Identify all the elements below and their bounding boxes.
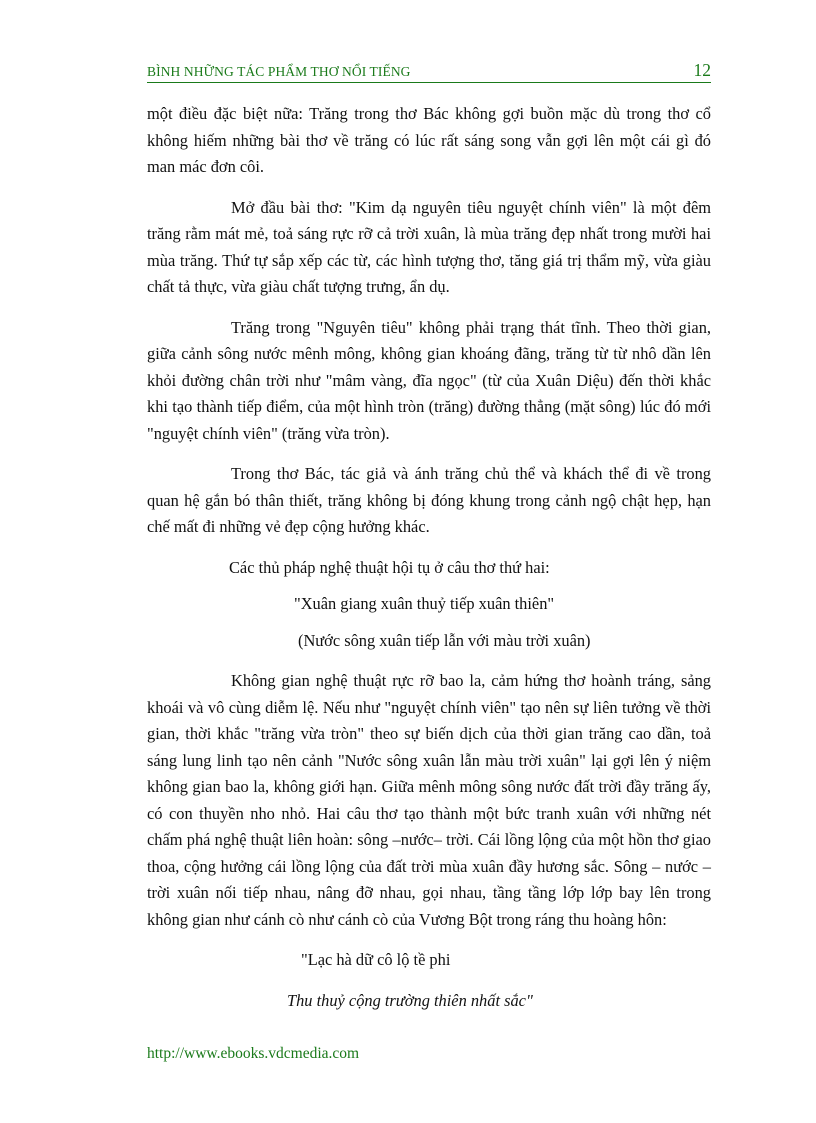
- paragraph-moon-motion: Trăng trong "Nguyên tiêu" không phải trạng thát tĩnh. Theo thời gian, giữa cảnh sông nước mênh mông, không gian khoáng đãng, trăng từ từ nhô dần lên khỏi đường chân trời như "mâm vàng, đĩa ngọc" (từ của Xuân Diệu) đến thời khắc khi tạo thành tiếp điểm, của một hình tròn (trăng) đường thẳng (mặt sông) lúc đó mới "nguyệt chính viên" (trăng vừa tròn).: [147, 317, 711, 443]
- verse-line-original: "Xuân giang xuân thuỷ tiếp xuân thiên": [294, 594, 555, 613]
- page-header: [147, 60, 711, 83]
- verse-quote-line-2: Thu thuỷ cộng trường thiên nhất sắc": [287, 990, 533, 1010]
- book-title: BÌNH NHỮNG TÁC PHẨM THƠ NỔI TIẾNG: [147, 64, 411, 79]
- footer-link[interactable]: http://www.ebooks.vdcmedia.com: [147, 1045, 360, 1062]
- verse-quote-line-1: "Lạc hà dữ cô lộ tề phi: [301, 950, 451, 969]
- paragraph-techniques-intro: Các thủ pháp nghệ thuật hội tụ ở câu thơ thứ hai:: [229, 557, 550, 577]
- paragraph-opening-verse: Mở đầu bài thơ: "Kim dạ nguyên tiêu nguyệt chính viên" là một đêm trăng rằm mát mẻ, toả sáng rực rỡ cả trời xuân, là mùa trăng đẹp nhất trong mười hai mùa trăng. Thứ tự sắp xếp các từ, các hình tượng thơ, tăng giá trị thẩm mỹ, vừa giàu chất tả thực, vừa giàu chất tượng trưng, ẩn dụ.: [147, 197, 711, 296]
- paragraph-continued: một điều đặc biệt nữa: Trăng trong thơ Bác không gợi buồn mặc dù trong thơ cổ không hiếm những bài thơ về trăng có lúc rất sáng song vẫn gợi lên một cái gì đó man mác đơn côi.: [147, 104, 711, 176]
- verse-line-translation: (Nước sông xuân tiếp lẫn với màu trời xuân): [298, 630, 591, 650]
- page-number: 12: [693, 60, 711, 80]
- page-body: [147, 101, 711, 1024]
- paragraph-artistic-space: Không gian nghệ thuật rực rỡ bao la, cảm hứng thơ hoành tráng, sảng khoái và vô cùng diễm lệ. Nếu như "nguyệt chính viên" tạo nên sự liên tưởng về thời gian, thời khắc "trăng vừa tròn" theo sự biến dịch của thời gian trăng cao dần, toả sáng lung linh tạo nên cảnh "Nước sông xuân lẫn màu trời xuân" lại gợi lên ý niệm không gian bao la, không giới hạn. Giữa mênh mông sông nước đất trời đầy trăng ấy, có con thuyền nho nhỏ. Hai câu thơ tạo thành một bức tranh xuân với những nét chấm phá nghệ thuật liên hoàn: sông –nước– trời. Cái lồng lộng của một hồn thơ giao thoa, cộng hưởng cái lồng lộng của đất trời mùa xuân đầy hương sắc. Sông – nước –trời xuân nối tiếp nhau, nâng đỡ nhau, gọi nhau, tầng tầng lớp lớp bay lên trong không gian như cánh cò như cánh cò của Vương Bột trong ráng thu hoàng hôn:: [147, 671, 711, 929]
- paragraph-author-moon: Trong thơ Bác, tác giả và ánh trăng chủ thể và khách thể đi về trong quan hệ gắn bó thân thiết, trăng không bị đóng khung trong cảnh ngộ chật hẹp, hạn chế mất đi những vẻ đẹp cộng hưởng khác.: [147, 464, 711, 536]
